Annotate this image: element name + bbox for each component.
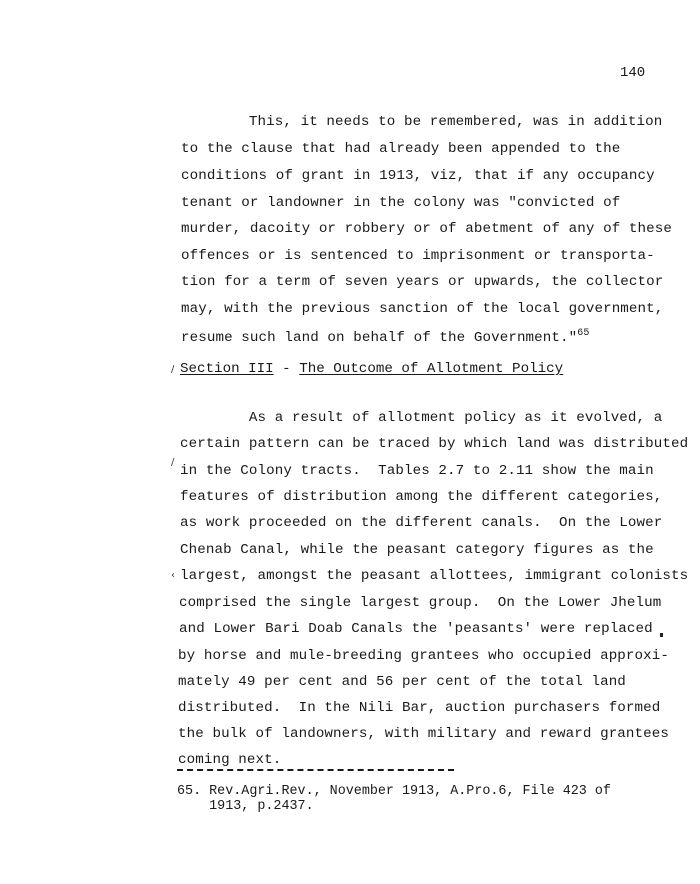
- margin-pencil-mark: /: [171, 457, 175, 468]
- text-line: and Lower Bari Doab Canals the 'peasants' were replaced: [179, 621, 653, 637]
- text-line: certain pattern can be traced by which land was distributed: [180, 436, 689, 452]
- text-line: offences or is sentenced to imprisonment or transporta-: [181, 248, 655, 264]
- footnote-line: 1913, p.2437.: [177, 799, 314, 814]
- text-line: features of distribution among the different categories,: [180, 489, 663, 505]
- text-line: Chenab Canal, while the peasant category figures as the: [180, 542, 654, 558]
- section-title: The Outcome of Allotment Policy: [299, 361, 564, 377]
- text-line: conditions of grant in 1913, viz, that if any occupancy: [181, 168, 655, 184]
- scan-speck: [660, 633, 663, 637]
- text-line: the bulk of landowners, with military and reward grantees: [178, 726, 669, 742]
- text-line-with-footnote-ref: [181, 329, 589, 345]
- text-line: mately 49 per cent and 56 per cent of the total land: [178, 674, 626, 690]
- text-line: tenant or landowner in the colony was "convicted of: [181, 195, 621, 211]
- text-line: coming next.: [178, 752, 282, 768]
- text-line: This, it needs to be remembered, was in addition: [180, 114, 663, 130]
- footnote-reference: 65: [577, 328, 590, 339]
- text-line: largest, amongst the peasant allottees, immigrant colonists: [180, 568, 689, 584]
- text-line: resume such land on behalf of the Government.": [181, 330, 578, 346]
- text-line: distributed. In the Nili Bar, auction purchasers formed: [178, 700, 661, 716]
- text-line: to the clause that had already been appended to the: [181, 141, 621, 157]
- footnote-line: 65. Rev.Agri.Rev., November 1913, A.Pro.6, File 423 of: [177, 784, 611, 799]
- section-separator: -: [273, 361, 300, 377]
- text-line: in the Colony tracts. Tables 2.7 to 2.11 show the main: [180, 463, 654, 479]
- text-line: as work proceeded on the different canals. On the Lower: [180, 515, 663, 531]
- text-line: As a result of allotment policy as it evolved, a: [180, 410, 663, 426]
- text-line: comprised the single largest group. On the Lower Jhelum: [179, 595, 662, 611]
- margin-pencil-mark: ‹: [171, 570, 175, 581]
- text-line: by horse and mule-breeding grantees who occupied approxi-: [178, 648, 669, 664]
- section-heading: [180, 361, 563, 377]
- margin-pencil-mark: /: [171, 364, 175, 375]
- section-number: Section III: [180, 361, 274, 377]
- footnote-divider: [177, 769, 454, 771]
- text-line: tion for a term of seven years or upwards, the collector: [181, 274, 664, 290]
- text-line: murder, dacoity or robbery or of abetment of any of these: [181, 221, 672, 237]
- text-line: may, with the previous sanction of the local government,: [181, 301, 664, 317]
- page-number: 140: [620, 65, 646, 81]
